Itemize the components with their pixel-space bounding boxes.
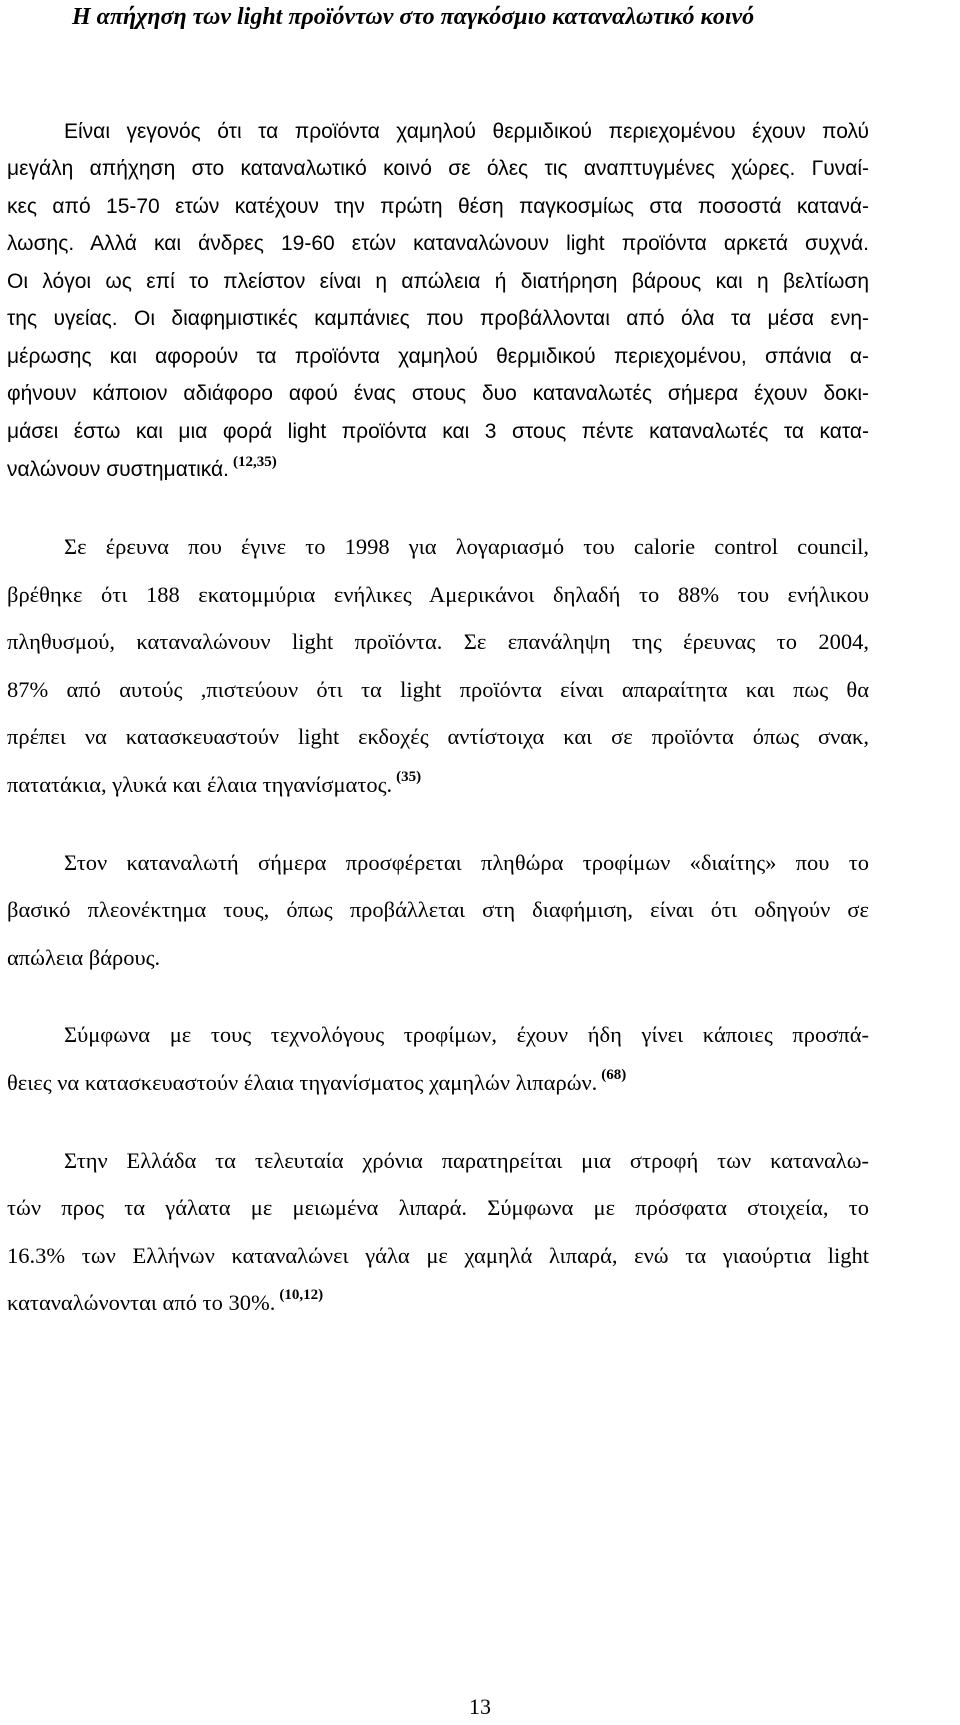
text-line: 87% από αυτούς ,πιστεύουν ότι τα light προϊόντα είναι απαραίτητα και πως θα [7,677,869,702]
text-line: ναλώνουν συστηματικά. $^{(12,35)}$ [7,454,277,481]
text-line: θειες να κατασκευαστούν έλαια τηγανίσματος χαμηλών λιπαρών. $^{(68)}$ [7,1067,627,1095]
citation-ref: (68) [601,1067,627,1083]
text-line: Σε έρευνα που έγινε το 1998 για λογαριασμό του calorie control council, [64,534,869,559]
text-line: Στον καταναλωτή σήμερα προσφέρεται πληθώρα τροφίμων «διαίτης» που το [64,850,869,875]
text-line: Οι λόγοι ως επί το πλείστον είναι η απώλεια ή διατήρηση βάρους και η βελτίωση [7,270,869,293]
text-line: βασικό πλεονέκτημα τους, όπως προβάλλεται στη διαφήμιση, είναι ότι οδηγούν σε [7,897,869,922]
text-line: Στην Ελλάδα τα τελευταία χρόνια παρατηρείται μια στροφή των καταναλω- [64,1148,869,1173]
text-line: κες από 15-70 ετών κατέχουν την πρώτη θέση παγκοσμίως στα ποσοστά κατανά- [7,195,869,218]
text-line: φήνουν κάποιον αδιάφορο αφού ένας στους δυο καταναλωτές σήμερα έχουν δοκι- [7,382,869,405]
text-line: μεγάλη απήχηση στο καταναλωτικό κοινό σε όλες τις αναπτυγμένες χώρες. Γυναί- [7,157,869,180]
citation-ref: (12,35) [233,454,277,470]
citation-ref: (10,12) [279,1287,324,1303]
text-line: μέρωσης και αφορούν τα προϊόντα χαμηλού θερμιδικού περιεχομένου, σπάνια α- [7,345,869,368]
citation-ref: (35) [396,769,422,785]
text-line: μάσει έστω και μια φορά light προϊόντα και 3 στους πέντε καταναλωτές τα κατα- [7,420,869,443]
page-title: Η απήχηση των light προϊόντων στο παγκόσμιο καταναλωτικό κοινό [72,4,755,30]
text-line: πρέπει να κατασκευαστούν light εκδοχές αντίστοιχα και σε προϊόντα όπως σνακ, [7,724,869,749]
text-line: λωσης. Αλλά και άνδρες 19-60 ετών καταναλώνουν light προϊόντα αρκετά συχνά. [7,232,869,255]
text-line: πατατάκια, γλυκά και έλαια τηγανίσματος. $^{(35)}$ [7,769,422,797]
text-line: Σύμφωνα με τους τεχνολόγους τροφίμων, έχουν ήδη γίνει κάποιες προσπά- [64,1022,869,1047]
page-number: 13 [469,1694,491,1719]
text-line: 16.3% των Ελλήνων καταναλώνει γάλα με χαμηλά λιπαρά, ενώ τα γιαούρτια light [7,1243,869,1268]
text-line: πληθυσμού, καταναλώνουν light προϊόντα. Σε επανάληψη της έρευνας το 2004, [7,629,869,654]
text-line: της υγείας. Οι διαφημιστικές καμπάνιες που προβάλλονται από όλα τα μέσα ενη- [7,307,869,330]
text-line: βρέθηκε ότι 188 εκατομμύρια ενήλικες Αμερικάνοι δηλαδή το 88% του ενήλικου [7,582,869,607]
text-line: καταναλώνονται από το 30%. $^{(10,12)}$ [7,1287,324,1315]
text-line: απώλεια βάρους. [7,945,161,970]
text-line: Είναι γεγονός ότι τα προϊόντα χαμηλού θερμιδικού περιεχομένου έχουν πολύ [64,120,869,143]
text-line: τών προς τα γάλατα με μειωμένα λιπαρά. Σύμφωνα με πρόσφατα στοιχεία, το [7,1195,869,1220]
